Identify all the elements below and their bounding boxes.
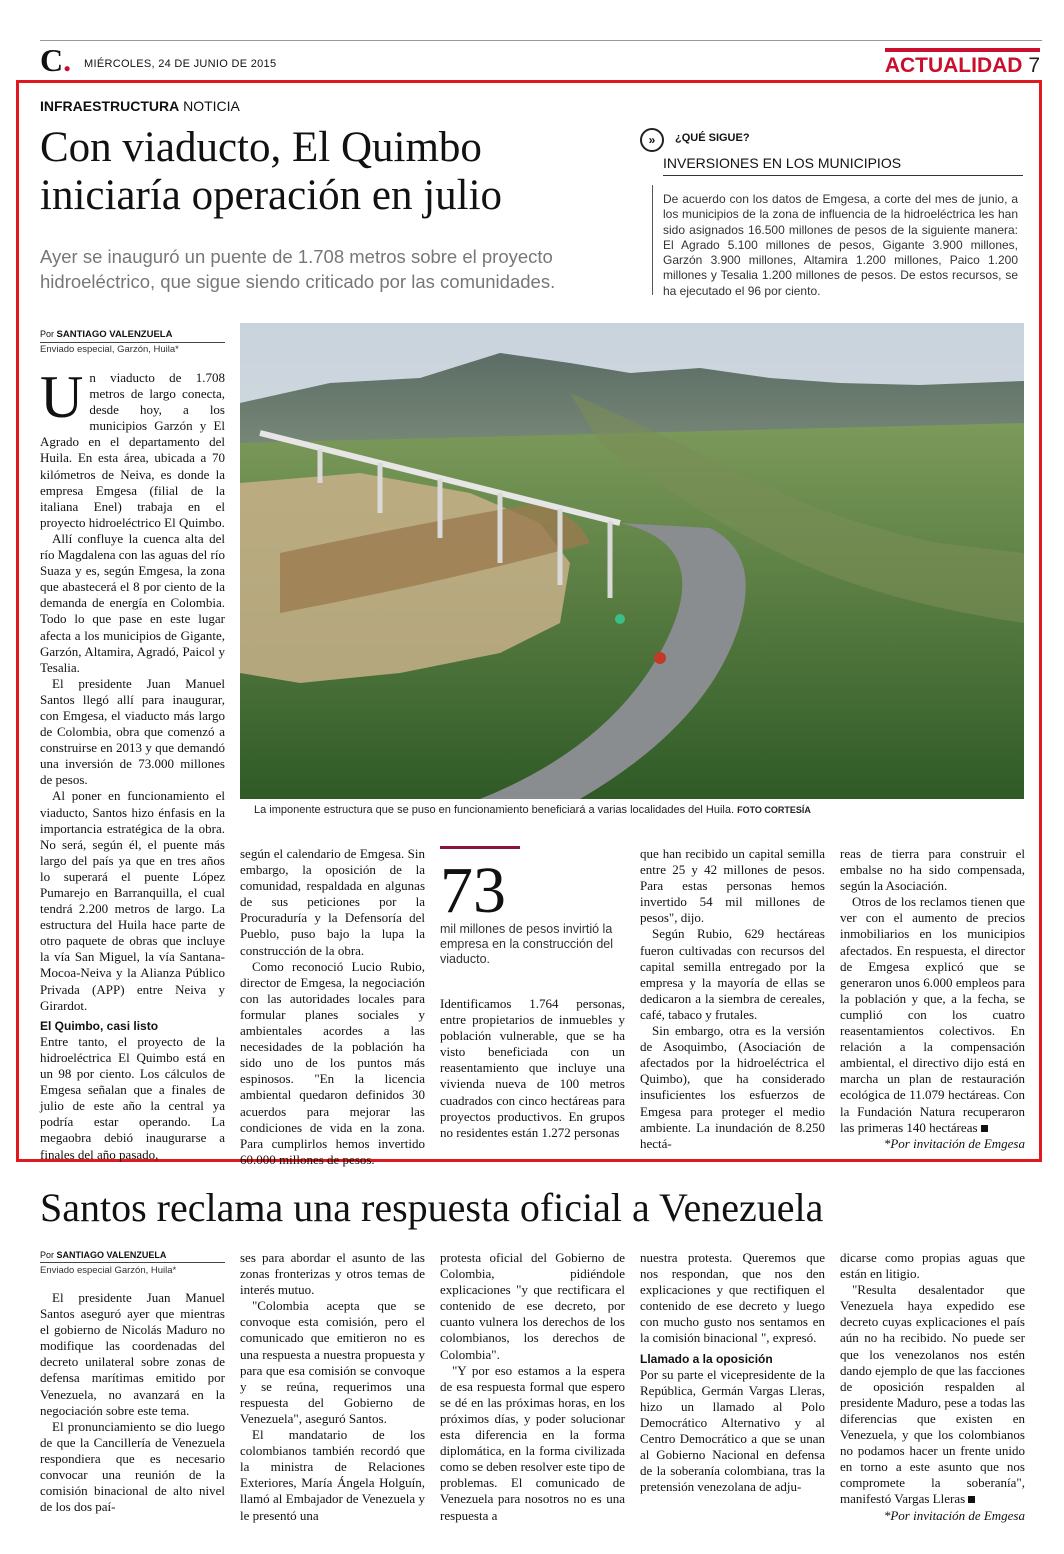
end-mark — [981, 1125, 988, 1132]
page-number: 7 — [1028, 54, 1040, 77]
end-mark-2 — [968, 1496, 975, 1503]
story2-column-1: El presidente Juan Manuel Santos aseguró ayer que mientras el gobierno de Nicolás Maduro no modifique las coordenadas del decreto unilateral sobre zonas de defensa marítimas emitido por Venezuela, no avanzará en la negociación sobre este tema. El pronunciamiento se dio luego de que la Cancillería de Venezuela respondiera que es necesario convocar una reunión de la comisión binacional de alto nivel de los dos paí- — [40, 1290, 225, 1515]
sidebar-rule — [652, 185, 653, 295]
sidebar-body: De acuerdo con los datos de Emgesa, a corte del mes de junio, a los municipios de la zona de influencia de la hidroeléctrica les han sido asignados 16.500 millones de pesos de la siguiente manera: El Agrado 5.100 millones de pesos, Gigante 3.900 millones, Garzón 3.900 millones, Altamira 1.200 millones, Paico 1.200 millones y Tesalia 1.200 millones de pesos. De estos recursos, se ha ejecutado el 96 por ciento. — [663, 192, 1018, 298]
photo-caption: La imponente estructura que se puso en funcionamiento beneficiará a varias localidades del Huila. FOTO CORTESÍA — [254, 804, 811, 816]
story1-column-1: Un viaducto de 1.708 metros de largo conecta, desde hoy, a los municipios Garzón y El Agrado en el departamento del Huila. En esta área, ubicada a 70 kilómetros de Neiva, es donde la empresa Emgesa (filial de la italiana Enel) trabaja en el proyecto hidroeléctrico El Quimbo. Allí confluye la cuenca alta del río Magdalena con las aguas del río Suaza y es, según Emgesa, la zona que abastecerá el 8 por ciento de la demanda de energía en Colombia. Todo lo que pase en este lugar afecta a los municipios de Gigante, Garzón, Altamira, Agradó, Paicol y Tesalia. El presidente Juan Manuel Santos llegó allí para inaugurar, con Emgesa, el viaducto más largo de Colombia, obra que comenzó a construirse en 2013 y que demandó una inversión de 73.000 millones de pesos. Al poner en funcionamiento el viaducto, Santos hizo énfasis en la importancia estratégica de la obra. No será, según él, el puente más largo del país ya que en tres años lo superará el puente López Pumarejo en Barranquilla, el cual tendrá 2.200 metros de largo. La estructura del Huila hace parte de otro paquete de obras que incluye la vía San Miguel, la vía Santana-Mocoa-Neiva y la Alianza Público Privada (APP) entre Neiva y Girardot. El Quimbo, casi listo Entre tanto, el proyecto de la hidroeléctrica El Quimbo está en un 98 por ciento. Los cálculos de Emgesa señalan que a finales de julio de este año la central ya podría estar operando. La megaobra debió inaugurarse a finales del año pasado, — [40, 364, 225, 1162]
figure-rule — [440, 846, 520, 849]
subhead-2: Llamado a la oposición — [640, 1351, 773, 1366]
story2-column-5: dicarse como propias aguas que están en litigio. "Resulta desalentador que Venezuela haya expedido ese decreto cuyas explicaciones el país aún no ha recibido. No puede ser que los venezolanos nos estén dando ejemplo de que las facciones de oposición respalden al presidente Maduro, pese a todas las diferencias que existen en Venezuela, y que los colombianos no podamos hacer un frente unido en torno a este asunto que nos compromete la soberanía", manifestó Vargas Lleras *Por invitación de Emgesa — [840, 1250, 1025, 1523]
headline-2: Santos reclama una respuesta oficial a Venezuela — [40, 1185, 824, 1230]
sidebar-title: INVERSIONES EN LOS MUNICIPIOS — [663, 155, 1023, 176]
top-rule — [40, 40, 1042, 41]
kicker: INFRAESTRUCTURA NOTICIA — [40, 98, 240, 114]
byline-place: Enviado especial, Garzón, Huila* — [40, 344, 179, 355]
story1-column-2: según el calendario de Emgesa. Sin embargo, la oposición de la comunidad, respaldada en algunas de sus peticiones por la Procuraduría y la Defensoría del Pueblo, puso bajo la lupa la construcción de la obra. Como reconoció Lucio Rubio, director de Emgesa, la negociación con las autoridades locales para formular planes sociales y ambientales acordes a las necesidades de la población ha sido uno de los puntos más espinosos. "En la licencia ambiental quedaron definidos 30 acuerdos para mejorar las condiciones de vida en la zona. Para cumplirlos hemos invertido 60.000 millones de pesos. — [240, 846, 425, 1167]
story2-column-2: ses para abordar el asunto de las zonas fronterizas y otros temas de interés mutuo. "Colombia acepta que se convoque esta comisión, pero el comunicado que emitieron no es una respuesta a nuestra propuesta y para que esa comisión se convoque y se reúna, requerimos una respuesta del Gobierno de Venezuela", aseguró Santos. El mandatario de los colombianos también recordó que la ministra de Relaciones Exteriores, María Ángela Holguín, llamó al Embajador de Venezuela y le presentó una — [240, 1250, 425, 1523]
drop-cap: U — [40, 364, 84, 430]
byline: Por SANTIAGO VALENZUELA — [40, 329, 225, 343]
publication-logo: C. — [40, 42, 72, 78]
highlight-figure-text: mil millones de pesos invirtió la empresa en la construcción del viaducto. — [440, 922, 614, 966]
story1-column-5: reas de tierra para construir el embalse no ha sido compensada, según la Asociación. Otros de los reclamos tienen que ver con el aumento de precios inmobiliarios en los municipios afectados. En respuesta, el director de Emgesa explicó que se generaron unos 6.000 empleos para la población y que, a la fecha, se cumplió con los cuatro reasentamientos colectivos. En relación a la compensación ambiental, el directivo dijo está en marcha un plan de restauración ecológica de 11.079 hectáreas. Con la Fundación Natura recuperaron las primeras 140 hectáreas *Por invitación de Emgesa — [840, 846, 1025, 1151]
story1-column-4: que han recibido un capital semilla entre 25 y 42 millones de pesos. Para estas personas hemos invertido 54 mil millones de pesos", dijo. Según Rubio, 629 hectáreas fueron cultivadas con recursos del capital semilla entregado por la empresa y la mayoría de ellas se dedicaron a la siembra de cereales, café, tabaco y frutales. Sin embargo, otra es la versión de Asoquimbo, (Asociación de afectados por la hidroeléctrica el Quimbo), que ha considerado insuficientes los esfuerzos de Emgesa para proteger el medio ambiente. La inundación de 8.250 hectá- — [640, 846, 825, 1151]
subhead: El Quimbo, casi listo — [40, 1018, 159, 1033]
section-label: ACTUALIDAD 7 — [885, 48, 1040, 78]
story2-column-3: protesta oficial del Gobierno de Colombia, pidiéndole explicaciones "y que rectificara el contenido de ese decreto, por cuanto vulnera los derechos de los colombianos, los derechos de Colombia". "Y por eso estamos a la espera de esa respuesta formal que espero se dé en las próximas horas, en los próximos días, y poder solucionar esta diferencia en la forma diplomática, en la forma civilizada como se deben resolver este tipo de problemas. El comunicado de Venezuela para nosotros no es una respuesta a — [440, 1250, 625, 1523]
footnote: *Por invitación de Emgesa — [883, 1135, 1025, 1151]
viaduct-photo — [240, 323, 1024, 799]
sidebar-label: ¿QUÉ SIGUE? — [675, 132, 750, 144]
byline-2: Por SANTIAGO VALENZUELA — [40, 1250, 225, 1263]
issue-date: MIÉRCOLES, 24 DE JUNIO DE 2015 — [84, 58, 277, 70]
story1-column-3: Identificamos 1.764 personas, entre propietarios de inmuebles y población vulnerable, que se ha visto beneficiada con un reasentamiento que incluye una vivienda nueva de 100 metros cuadrados con cinco hectáreas para proyectos productivos. En grupos no residentes están 1.272 personas — [440, 996, 625, 1140]
footnote-2: *Por invitación de Emgesa — [883, 1507, 1025, 1523]
byline-place-2: Enviado especial Garzón, Huila* — [40, 1265, 177, 1276]
story2-column-4: nuestra protesta. Queremos que nos respondan, que nos den explicaciones y que rectifiquen el contenido de ese decreto y luego con mucho gusto nos sentamos en la comisión binacional ", expresó. Llamado a la oposición Por su parte el vicepresidente de la República, Germán Vargas Lleras, hizo un llamado al Polo Democrático Alternativo y al Centro Democrático a que se unan al Gobierno Nacional en defensa de la soberanía colombiana, tras la pretensión venezolana de adju- — [640, 1250, 825, 1495]
headline: Con viaducto, El Quimbo iniciaría operación en julio — [40, 124, 503, 219]
chevrons-right-icon: » — [640, 128, 664, 152]
highlight-figure: 73 — [440, 854, 506, 927]
deck: Ayer se inauguró un puente de 1.708 metros sobre el proyecto hidroeléctrico, que sigue siendo criticado por las comunidades. — [40, 246, 556, 292]
